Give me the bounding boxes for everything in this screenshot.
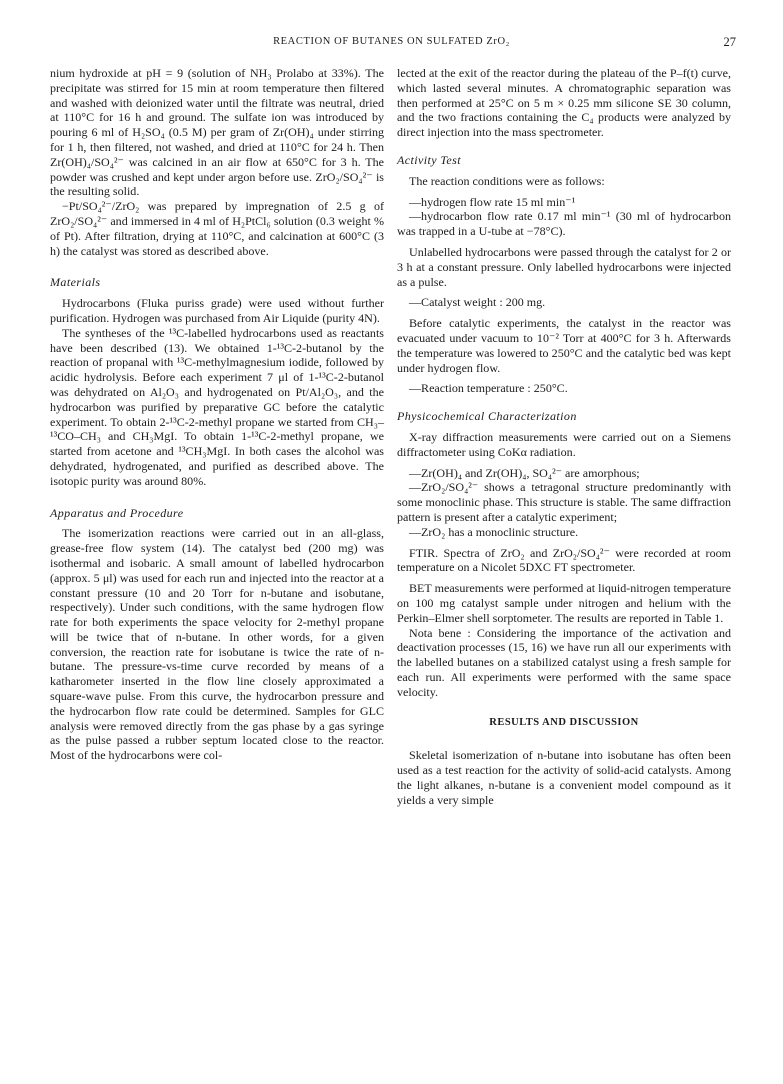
heading-materials: Materials [50, 275, 101, 290]
right-column [397, 66, 731, 807]
heading-apparatus: Apparatus and Procedure [50, 505, 184, 520]
list-item-reaction-temperature: —Reaction temperature : 250°C. [409, 381, 568, 396]
paragraph-collection: lected at the exit of the reactor during the plateau of the P–f(t) curve, which lasted several minutes. A chromatographic separation was then performed at 25°C on 5 m × 0.25 mm silicone SE 30 column, and the two fractions containing the C₄ products were analyzed by direct injection into the mass spectrometer. [397, 66, 731, 140]
list-item-hydrocarbon-flow: —hydrocarbon flow rate 0.17 ml min⁻¹ (30 ml of hydrocarbon was trapped in a U-tube at −78°C). [397, 209, 731, 239]
paragraph-evacuation: Before catalytic experiments, the catalyst in the reactor was evacuated under vacuum to 10⁻² Torr at 400°C for 3 h. Afterwards the temperature was lowered to 250°C and the catalytic bed was kept under hydrogen flow. [397, 316, 731, 375]
paragraph-ftir: FTIR. Spectra of ZrO₂ and ZrO₂/SO₄²⁻ were recorded at room temperature on a Nicolet 5DXC FT spectrometer. [397, 545, 731, 575]
list-item-monoclinic: —ZrO₂ has a monoclinic structure. [409, 524, 579, 539]
list-item-hydrogen-flow: —hydrogen flow rate 15 ml min⁻¹ [409, 194, 576, 209]
list-item-amorphous: —Zr(OH)₄ and Zr(OH)₄, SO₄²⁻ are amorphous; [409, 465, 640, 480]
heading-activity-test: Activity Test [397, 152, 461, 167]
running-title: REACTION OF BUTANES ON SULFATED ZrO₂ [273, 36, 510, 47]
paragraph-isomerization-setup: The isomerization reactions were carried out in an all-glass, grease-free flow system (14). The catalyst bed (200 mg) was isothermal and isobaric. A small amount of labelled hydrocarbon (approx. 5 μl) was used for each run and injected into the reactor at a constant pressure (10 and 20 Torr for n-butane and isobutane, respectively). Under such conditions, with the same hydrogen flow rate for both experiments the space velocity for 2-methyl propane will be twice that of n-butane. In other words, for a given conversion, the reaction rate for isobutane is twice the rate of n-butane. The pressure-vs-time curve recorded by means of a katharometer inserted in the flow line closely approximated a square-wave pulse. From this curve, the hydrocarbon pressure and the hydrocarbon flow rate could be determined. Samples for GLC analysis were removed directly from the gas phase by a gas syringe as the pulse passed a rubber septum located close to the reactor. Most of the hydrocarbons were col- [50, 526, 384, 763]
paragraph-skeletal-isomerization: Skeletal isomerization of n-butane into isobutane has often been used as a test reaction for the activity of solid-acid catalysts. Among the light alkanes, n-butane is a convenient model compound as it yields a very simple [397, 748, 731, 807]
paragraph-zirconia-preparation: nium hydroxide at pH = 9 (solution of NH₃ Prolabo at 33%). The precipitate was stirred for 15 min at room temperature then filtered and washed with deionized water until the filtrate was neutral, dried at 110°C for 16 h and ground. The sulfate ion was introduced by pouring 6 ml of H₂SO₄ (0.5 M) per gram of Zr(OH)₄ under stirring for 1 h, then filtered, not washed, and dried at 110°C for 24 h. Then Zr(OH)₄/SO₄²⁻ was calcined in an air flow at 650°C for 3 h. The powder was crushed and kept under argon before use. ZrO₂/SO₄²⁻ is the resulting solid. [50, 66, 384, 199]
page-header [0, 36, 783, 52]
list-item-tetragonal: —ZrO₂/SO₄²⁻ shows a tetragonal structure predominantly with some monoclinic phase. This structure is stable. The same diffraction pattern is present after a catalytic experiment; [397, 480, 731, 524]
list-item-catalyst-weight: —Catalyst weight : 200 mg. [409, 295, 546, 310]
paragraph-nota-bene: Nota bene : Considering the importance of the activation and deactivation processes (15, 16) we have run all our experiments with the labelled butanes on a stabilized catalyst using a fresh sample for each run. All experiments were performed with the same space velocity. [397, 625, 731, 699]
paragraph-hydrocarbons: Hydrocarbons (Fluka puriss grade) were used without further purification. Hydrogen was purchased from Air Liquide (purity 4N). [50, 296, 384, 325]
paragraph-bet: BET measurements were performed at liquid-nitrogen temperature on 100 mg catalyst sample under nitrogen and helium with the Perkin–Elmer shell sorptometer. The results are reported in Table 1. [397, 581, 731, 625]
paragraph-labelled-synthesis: The syntheses of the ¹³C-labelled hydrocarbons used as reactants have been described (13). We obtained 1-¹³C-2-butanol by the reaction of propanal with ¹³C-methylmagnesium iodide, followed by acidic hydrolysis. Before each experiment 7 μl of 1-¹³C-2-butanol was dehydrated on Al₂O₃ and hydrogenated on Pt/Al₂O₃, and the hydrocarbon was purified by preparative GC before the catalytic experiment. To obtain 2-¹³C-2-methyl propane we started from CH₃–¹³CO–CH₃ and CH₃MgI. To obtain 1-¹³C-2-methyl propane, we started from acetone and ¹³CH₃MgI. In both cases the alcohol was dehydrated, hydrogenated, and purified as described above. The isotopic purity was around 80%. [50, 325, 384, 488]
paragraph-unlabelled: Unlabelled hydrocarbons were passed through the catalyst for 2 or 3 h at a constant pressure. Only labelled hydrocarbons were injected as a pulse. [397, 244, 731, 289]
heading-physicochemical: Physicochemical Characterization [397, 409, 577, 424]
heading-results-discussion: RESULTS AND DISCUSSION [489, 717, 639, 729]
paragraph-pt-catalyst: −Pt/SO₄²⁻/ZrO₂ was prepared by impregnation of 2.5 g of ZrO₂/SO₄²⁻ and immersed in 4 ml of H₂PtCl₆ solution (0.3 weight % of Pt). After filtration, drying at 110°C, and calcination at 600°C (3 h) the catalyst was stored as described above. [50, 199, 384, 258]
paragraph-xray: X-ray diffraction measurements were carried out on a Siemens diffractometer using CoKα radiation. [397, 429, 731, 459]
left-column [50, 66, 384, 763]
paragraph-conditions-intro: The reaction conditions were as follows: [409, 173, 605, 188]
page-number: 27 [723, 35, 736, 49]
